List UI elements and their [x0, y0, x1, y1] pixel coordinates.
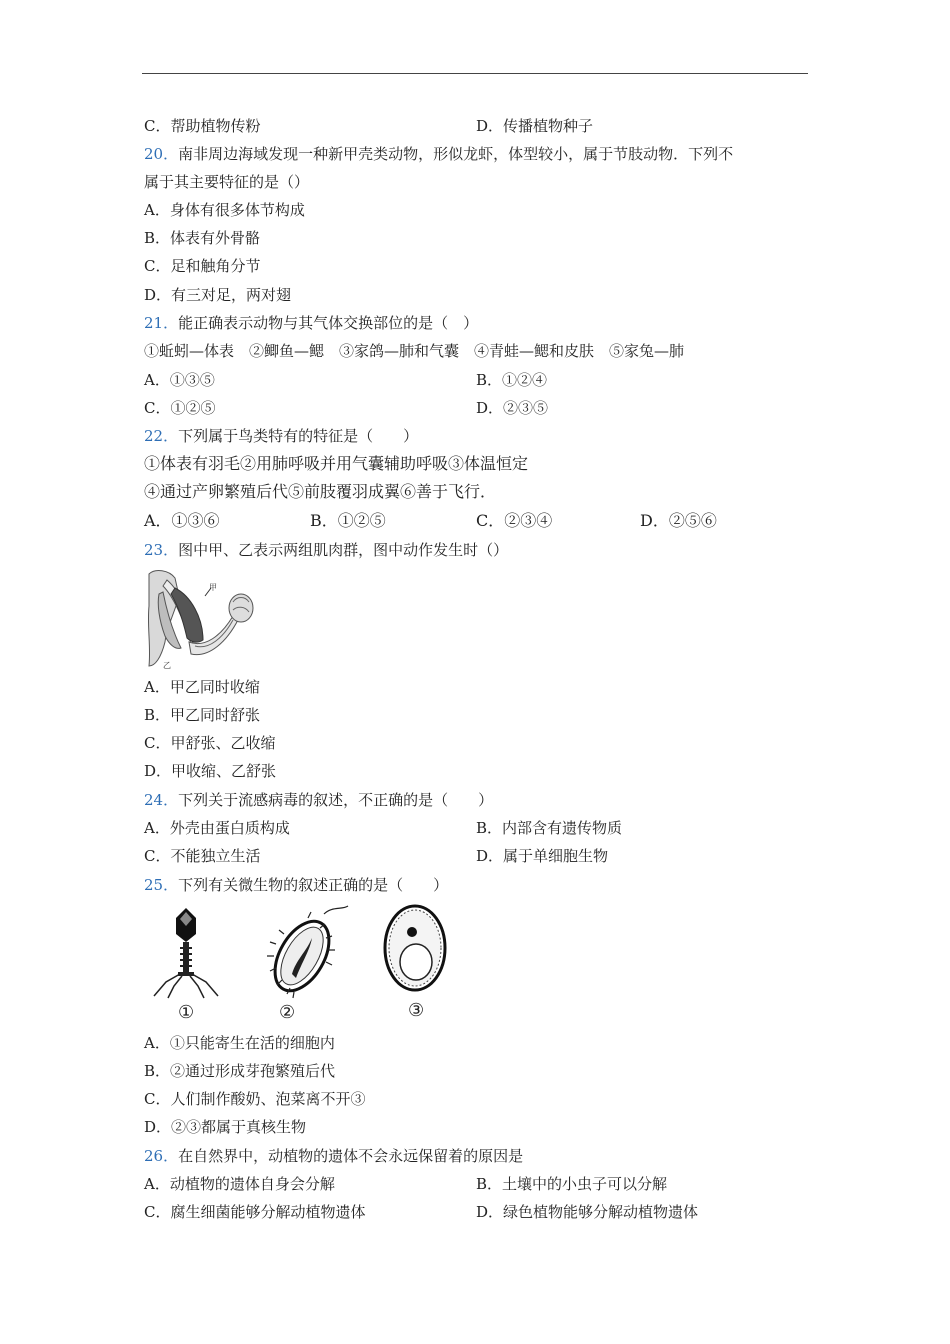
q21-items: ①蚯蚓—体表 ②鲫鱼—鳃 ③家鸽—肺和气囊 ④青蛙—鳃和皮肤 ⑤家兔—肺	[144, 342, 685, 360]
q24-option-d: D．属于单细胞生物	[476, 847, 609, 865]
q23-option-d: D．甲收缩、乙舒张	[144, 762, 277, 780]
bacteriophage-figure	[146, 904, 226, 1000]
q20-option-a: A．身体有很多体节构成	[144, 201, 305, 219]
fig-label-2: ②	[279, 1002, 296, 1023]
q22-option-c: C．②③④	[476, 511, 553, 530]
q25-text: 下列有关微生物的叙述正确的是（ ）	[178, 876, 449, 894]
q23-number: 23．	[144, 541, 179, 559]
q20-number: 20．	[144, 145, 179, 163]
q24-option-a: A．外壳由蛋白质构成	[144, 819, 290, 837]
q26-text: 在自然界中，动植物的遗体不会永远保留着的原因是	[178, 1147, 524, 1165]
q21-stem	[144, 313, 478, 333]
q26-option-b: B．土壤中的小虫子可以分解	[476, 1175, 668, 1193]
q19-option-c: C．帮助植物传粉	[144, 117, 261, 135]
q22-stem	[144, 426, 418, 446]
q23-stem	[144, 540, 508, 560]
q24-text: 下列关于流感病毒的叙述，不正确的是（ ）	[178, 791, 494, 809]
q20-stem	[144, 144, 733, 164]
q22-items-line2: ④通过产卵繁殖后代⑤前肢覆羽成翼⑥善于飞行．	[144, 482, 497, 501]
q21-text: 能正确表示动物与其气体交换部位的是（ ）	[178, 314, 479, 332]
fig-label-1: ①	[178, 1002, 195, 1023]
q22-option-a: A．①③⑥	[144, 511, 220, 530]
q22-option-d: D．②⑤⑥	[640, 511, 717, 530]
q25-number: 25．	[144, 876, 179, 894]
q21-option-b: B．①②④	[476, 371, 548, 389]
q24-number: 24．	[144, 791, 179, 809]
q22-number: 22．	[144, 427, 179, 445]
bacterium-figure	[262, 904, 354, 1000]
q25-option-a: A．①只能寄生在活的细胞内	[144, 1034, 335, 1052]
q24-option-b: B．内部含有遗传物质	[476, 819, 623, 837]
svg-text:甲: 甲	[209, 583, 217, 592]
q24-stem	[144, 790, 493, 810]
q20-option-d: D．有三对足，两对翅	[144, 286, 292, 304]
q26-option-a: A．动植物的遗体自身会分解	[144, 1175, 335, 1193]
arm-muscle-figure	[145, 566, 257, 670]
q19-option-d: D．传播植物种子	[476, 117, 594, 135]
q25-stem	[144, 875, 448, 895]
header-rule	[142, 73, 808, 74]
q22-text: 下列属于鸟类特有的特征是（ ）	[178, 427, 419, 445]
q20-option-c: C．足和触角分节	[144, 257, 261, 275]
q25-option-c: C．人们制作酸奶、泡菜离不开③	[144, 1090, 366, 1108]
q21-option-a: A．①③⑤	[144, 371, 215, 389]
svg-text:乙: 乙	[163, 661, 171, 670]
q23-text: 图中甲、乙表示两组肌肉群，图中动作发生时（）	[178, 541, 509, 559]
q21-number: 21．	[144, 314, 179, 332]
q20-text-line2: 属于其主要特征的是（）	[144, 173, 310, 191]
q20-text-line1: 南非周边海域发现一种新甲壳类动物，形似龙虾，体型较小，属于节肢动物．下列不	[178, 145, 734, 163]
yeast-cell-figure	[380, 902, 450, 994]
fig-label-3: ③	[408, 1000, 425, 1021]
q20-option-b: B．体表有外骨骼	[144, 229, 261, 247]
q24-option-c: C．不能独立生活	[144, 847, 261, 865]
q26-number: 26．	[144, 1147, 179, 1165]
q25-option-d: D．②③都属于真核生物	[144, 1118, 307, 1136]
q25-option-b: B．②通过形成芽孢繁殖后代	[144, 1062, 336, 1080]
q23-option-c: C．甲舒张、乙收缩	[144, 734, 276, 752]
q26-option-c: C．腐生细菌能够分解动植物遗体	[144, 1203, 366, 1221]
q23-option-b: B．甲乙同时舒张	[144, 706, 261, 724]
q22-option-b: B．①②⑤	[310, 511, 386, 530]
q21-option-d: D．②③⑤	[476, 399, 549, 417]
q22-items-line1: ①体表有羽毛②用肺呼吸并用气囊辅助呼吸③体温恒定	[144, 454, 529, 473]
q26-stem	[144, 1146, 523, 1166]
q26-option-d: D．绿色植物能够分解动植物遗体	[476, 1203, 699, 1221]
q23-option-a: A．甲乙同时收缩	[144, 678, 260, 696]
q21-option-c: C．①②⑤	[144, 399, 216, 417]
